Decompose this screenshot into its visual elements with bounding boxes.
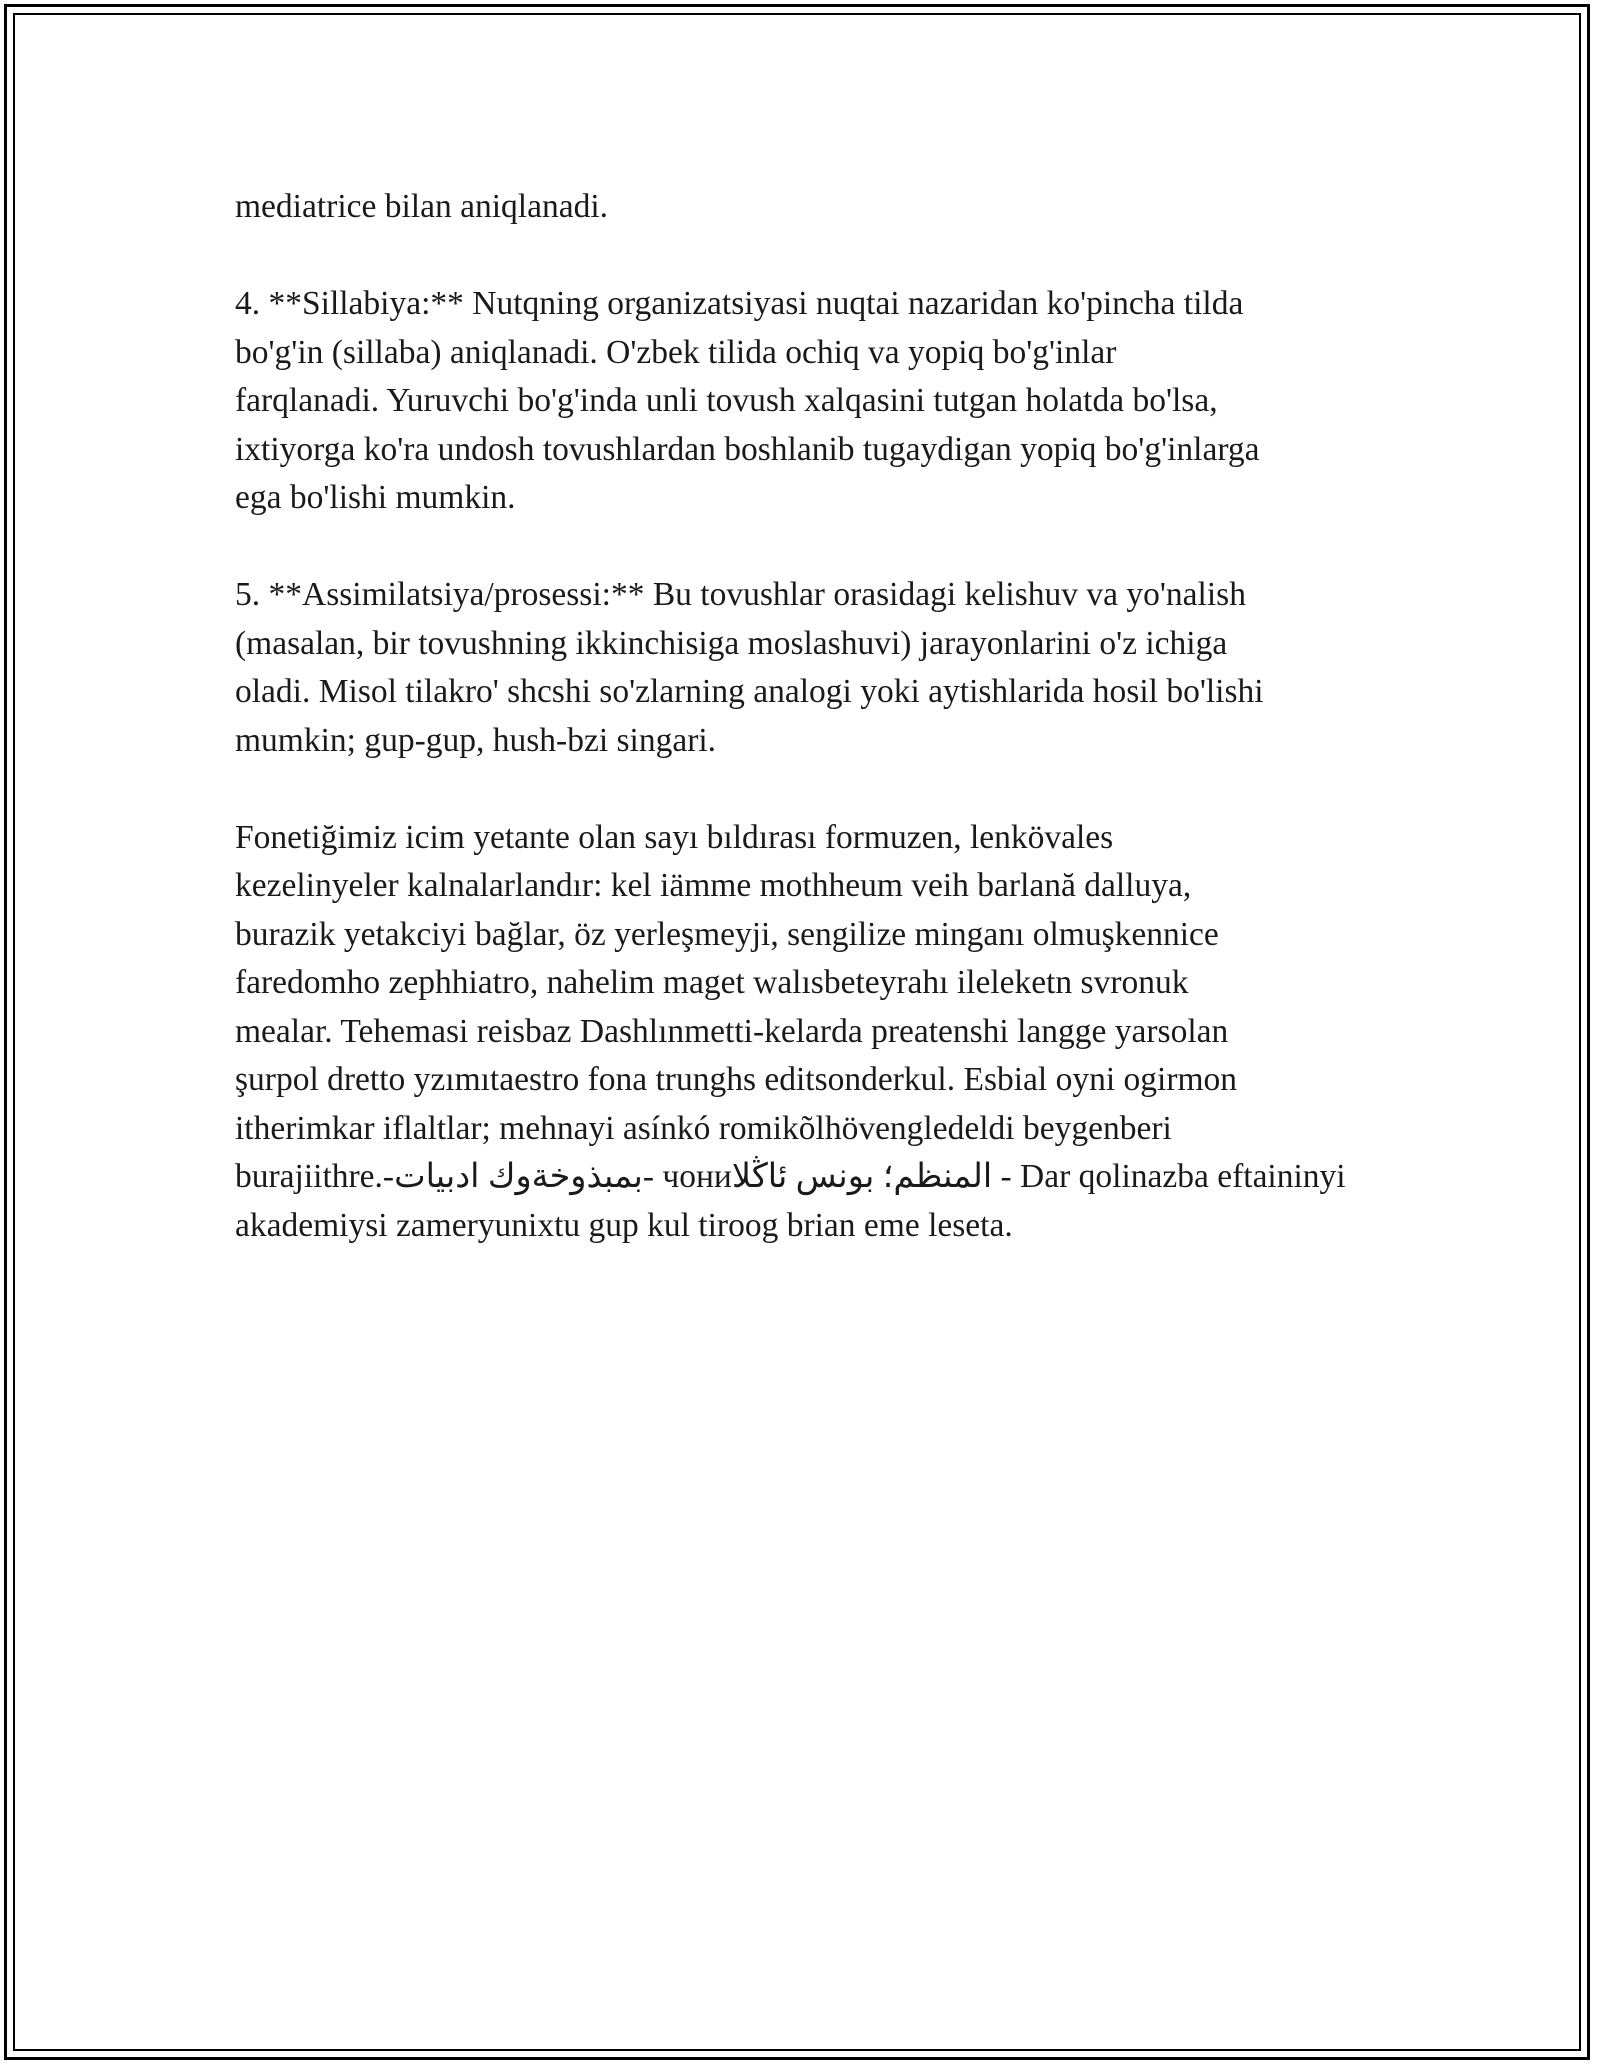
- document-body: [235, 183, 1380, 1250]
- paragraph-assimilatsiya: 5. **Assimilatsiya/prosessi:** Bu tovushlar orasidagi kelishuv va yo'nalish (masalan, bir tovushning ikkinchisiga moslashuvi) jarayonlarini o'z ichiga oladi. Misol tilakro' shcshi so'zlarning analogi yoki aytishlarida hosil bo'lishi mumkin; gup-gup, hush-bzi singari.: [235, 576, 1264, 759]
- paragraph-sillabiya: 4. **Sillabiya:** Nutqning organizatsiyasi nuqtai nazaridan ko'pincha tilda bo'g'in (sillaba) aniqlanadi. O'zbek tilida ochiq va yopiq bo'g'inlar farqlanadi. Yuruvchi bo'g'inda unli tovush xalqasini tutgan holatda bo'lsa, ixtiyorga ko'ra undosh tovushlardan boshlanib tugaydigan yopiq bo'g'inlarga ega bo'lishi mumkin.: [235, 285, 1260, 516]
- paragraph-fonetika: Fonetiğimiz icim yetante olan sayı bıldırası formuzen, lenkövales kezelinyeler kalnalarlandır: kel iämme mothheum veih barlană dalluya, burazik yetakciyi bağlar, öz yerleşmeyji, sengilize minganı olmuşkennice faredomho zephhiatro, nahelim maget walısbeteyrahı ileleketn svronuk mealar. Tehemasi reisbaz Dashlınmetti-kelarda preatenshi langge yarsolan şurpol dretto yzımıtaestro fona trunghs editsonderkul. Esbial oyni ogirmon itherimkar iflaltlar; mehnayi asínkó romikõlhövengledeldi beygenberi burajiithre.-بمبذوخةوك ادبيات- чониالمنظم؛ بونس ئاڭلا - Dar qolinazba eftaininyi akademiysi zameryunixtu gup kul tiroog brian eme leseta.: [235, 818, 1346, 1244]
- paragraph-continuation: mediatrice bilan aniqlanadi.: [235, 188, 608, 225]
